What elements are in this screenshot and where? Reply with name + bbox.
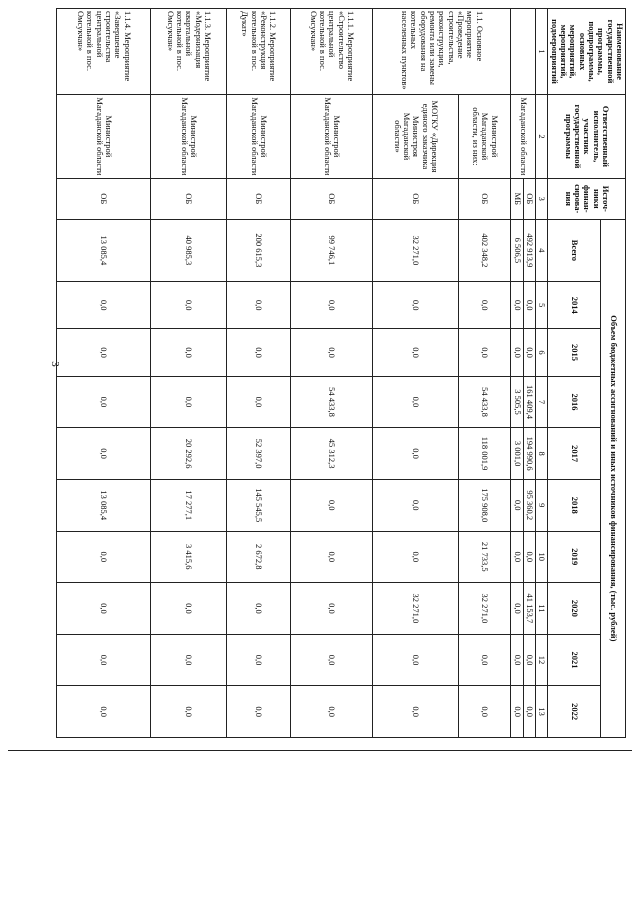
value-cell: 32 271,0 bbox=[373, 583, 459, 635]
header-row-1 bbox=[600, 9, 625, 738]
table-row bbox=[459, 9, 511, 738]
value-cell: 0,0 bbox=[511, 583, 523, 635]
value-cell: 6 506,5 bbox=[511, 219, 523, 281]
row-executor-cell: Магаданской области bbox=[511, 95, 536, 179]
value-cell: 0,0 bbox=[227, 686, 291, 738]
value-cell: 0,0 bbox=[57, 531, 151, 583]
table-row bbox=[227, 9, 291, 738]
row-source-cell: ОБ bbox=[291, 178, 373, 219]
year-header: 2017 bbox=[548, 428, 601, 480]
value-cell: 0,0 bbox=[511, 531, 523, 583]
value-cell: 0,0 bbox=[373, 686, 459, 738]
year-header: 2016 bbox=[548, 376, 601, 428]
value-cell: 0,0 bbox=[227, 634, 291, 686]
value-cell: 0,0 bbox=[511, 479, 523, 531]
value-cell: 0,0 bbox=[57, 634, 151, 686]
value-cell: 194 990,6 bbox=[523, 428, 535, 480]
column-number: 5 bbox=[535, 282, 547, 329]
value-cell: 492 913,9 bbox=[523, 219, 535, 281]
row-name-cell: 1.1. Основное мероприятие «Проведение строительства, реконструкции, ремонта или замены оборудования на котельных населенных пунктов» bbox=[373, 9, 511, 95]
value-cell: 0,0 bbox=[227, 376, 291, 428]
row-source-cell: МБ bbox=[511, 178, 523, 219]
column-number: 1 bbox=[535, 9, 547, 95]
header-executor: Ответственный исполнитель, участник государственной программы bbox=[548, 95, 626, 179]
value-cell: 0,0 bbox=[151, 376, 227, 428]
value-cell: 0,0 bbox=[57, 686, 151, 738]
column-number-row bbox=[535, 9, 547, 738]
value-cell: 0,0 bbox=[57, 282, 151, 329]
value-cell: 52 397,0 bbox=[227, 428, 291, 480]
value-cell: 32 271,0 bbox=[373, 219, 459, 281]
value-cell: 0,0 bbox=[291, 531, 373, 583]
value-cell: 41 153,7 bbox=[523, 583, 535, 635]
value-cell: 0,0 bbox=[511, 282, 523, 329]
row-source-cell: ОБ bbox=[151, 178, 227, 219]
page-number: 3 bbox=[48, 361, 61, 367]
table-row bbox=[151, 9, 227, 738]
value-cell: 2 672,8 bbox=[227, 531, 291, 583]
value-cell: 0,0 bbox=[523, 282, 535, 329]
value-cell: 0,0 bbox=[291, 282, 373, 329]
value-cell: 0,0 bbox=[523, 634, 535, 686]
value-cell: 0,0 bbox=[291, 479, 373, 531]
value-cell: 0,0 bbox=[459, 686, 511, 738]
value-cell: 0,0 bbox=[459, 282, 511, 329]
row-executor-cell: Министрой Магаданской области, из них: bbox=[459, 95, 511, 179]
table-row bbox=[523, 9, 535, 738]
table-row bbox=[57, 9, 151, 738]
value-cell: 3 001,0 bbox=[511, 428, 523, 480]
row-name-cell bbox=[511, 9, 536, 95]
row-name-cell: 1.1.1. Мероприятие «Строительство центральной котельной в пос. Омсукчан» bbox=[291, 9, 373, 95]
value-cell: 3 505,5 bbox=[511, 376, 523, 428]
value-cell: 95 360,2 bbox=[523, 479, 535, 531]
value-cell: 0,0 bbox=[373, 282, 459, 329]
value-cell: 0,0 bbox=[291, 686, 373, 738]
column-number: 2 bbox=[535, 95, 547, 179]
column-number: 12 bbox=[535, 634, 547, 686]
value-cell: 0,0 bbox=[523, 686, 535, 738]
value-cell: 13 085,4 bbox=[57, 479, 151, 531]
value-cell: 0,0 bbox=[151, 583, 227, 635]
row-source-cell: ОБ bbox=[523, 178, 535, 219]
row-name-cell: 1.1.3. Мероприятие «Модернизация квартальной котельной в пос. Омсукчан» bbox=[151, 9, 227, 95]
row-source-cell: ОБ bbox=[373, 178, 459, 219]
value-cell: 0,0 bbox=[57, 329, 151, 376]
row-executor-cell: Министрой Магаданской области bbox=[151, 95, 227, 179]
header-name: Наименование государственной программы, подпрограммы, основных мероприятий, мероприятий, подмероприятий bbox=[548, 9, 626, 95]
header-volume: Объем бюджетных ассигнований и иных источников финансирования, (тыс. рублей) bbox=[600, 219, 625, 737]
table-row bbox=[373, 9, 459, 738]
row-executor-cell: Министрой Магаданской области bbox=[291, 95, 373, 179]
value-cell: 0,0 bbox=[151, 634, 227, 686]
value-cell: 0,0 bbox=[57, 376, 151, 428]
page-divider-line bbox=[8, 750, 632, 751]
value-cell: 17 277,1 bbox=[151, 479, 227, 531]
year-header: 2020 bbox=[548, 583, 601, 635]
year-header: Всего bbox=[548, 219, 601, 281]
value-cell: 0,0 bbox=[227, 329, 291, 376]
value-cell: 402 348,2 bbox=[459, 219, 511, 281]
value-cell: 0,0 bbox=[511, 329, 523, 376]
row-executor-cell: МОГКУ «Дирекция единого заказчика Министроя Магаданской области» bbox=[373, 95, 459, 179]
row-name-cell: 1.1.4. Мероприятие «Завершение строительства центральной котельной в пос. Омсукчан» bbox=[57, 9, 151, 95]
value-cell: 0,0 bbox=[523, 329, 535, 376]
value-cell: 145 545,5 bbox=[227, 479, 291, 531]
value-cell: 0,0 bbox=[151, 329, 227, 376]
value-cell: 0,0 bbox=[291, 329, 373, 376]
value-cell: 32 271,0 bbox=[459, 583, 511, 635]
value-cell: 0,0 bbox=[57, 428, 151, 480]
value-cell: 0,0 bbox=[373, 329, 459, 376]
value-cell: 54 433,8 bbox=[291, 376, 373, 428]
column-number: 8 bbox=[535, 428, 547, 480]
table-row bbox=[291, 9, 373, 738]
value-cell: 0,0 bbox=[459, 329, 511, 376]
row-name-cell: 1.1.2. Мероприятие «Реконструкция котельной в пос. Дукат» bbox=[227, 9, 291, 95]
column-number: 11 bbox=[535, 583, 547, 635]
value-cell: 0,0 bbox=[291, 583, 373, 635]
column-number: 3 bbox=[535, 178, 547, 219]
value-cell: 45 312,3 bbox=[291, 428, 373, 480]
value-cell: 21 733,5 bbox=[459, 531, 511, 583]
column-number: 10 bbox=[535, 531, 547, 583]
value-cell: 0,0 bbox=[227, 583, 291, 635]
value-cell: 54 433,8 bbox=[459, 376, 511, 428]
value-cell: 200 615,3 bbox=[227, 219, 291, 281]
year-header: 2015 bbox=[548, 329, 601, 376]
column-number: 13 bbox=[535, 686, 547, 738]
row-source-cell: ОБ bbox=[57, 178, 151, 219]
column-number: 6 bbox=[535, 329, 547, 376]
value-cell: 99 746,1 bbox=[291, 219, 373, 281]
value-cell: 0,0 bbox=[373, 634, 459, 686]
value-cell: 0,0 bbox=[151, 686, 227, 738]
year-header: 2019 bbox=[548, 531, 601, 583]
row-executor-cell: Министрой Магаданской области bbox=[57, 95, 151, 179]
rotated-table-container bbox=[68, 8, 626, 738]
value-cell: 0,0 bbox=[57, 583, 151, 635]
value-cell: 0,0 bbox=[291, 634, 373, 686]
value-cell: 0,0 bbox=[459, 634, 511, 686]
value-cell: 13 085,4 bbox=[57, 219, 151, 281]
value-cell: 0,0 bbox=[151, 282, 227, 329]
value-cell: 0,0 bbox=[227, 282, 291, 329]
value-cell: 40 985,3 bbox=[151, 219, 227, 281]
value-cell: 0,0 bbox=[373, 428, 459, 480]
column-number: 9 bbox=[535, 479, 547, 531]
column-number: 4 bbox=[535, 219, 547, 281]
value-cell: 0,0 bbox=[511, 686, 523, 738]
value-cell: 118 001,9 bbox=[459, 428, 511, 480]
year-header: 2022 bbox=[548, 686, 601, 738]
value-cell: 0,0 bbox=[373, 479, 459, 531]
value-cell: 0,0 bbox=[373, 531, 459, 583]
header-source: Источ-ники финан-сирова-ния bbox=[548, 178, 626, 219]
value-cell: 175 908,0 bbox=[459, 479, 511, 531]
budget-table bbox=[56, 8, 626, 738]
row-source-cell: ОБ bbox=[227, 178, 291, 219]
row-source-cell: ОБ bbox=[459, 178, 511, 219]
value-cell: 3 415,6 bbox=[151, 531, 227, 583]
year-header: 2018 bbox=[548, 479, 601, 531]
value-cell: 20 292,6 bbox=[151, 428, 227, 480]
value-cell: 0,0 bbox=[511, 634, 523, 686]
year-header: 2014 bbox=[548, 282, 601, 329]
row-executor-cell: Министрой Магаданской области bbox=[227, 95, 291, 179]
value-cell: 0,0 bbox=[373, 376, 459, 428]
column-number: 7 bbox=[535, 376, 547, 428]
year-header: 2021 bbox=[548, 634, 601, 686]
value-cell: 0,0 bbox=[523, 531, 535, 583]
value-cell: 161 409,4 bbox=[523, 376, 535, 428]
